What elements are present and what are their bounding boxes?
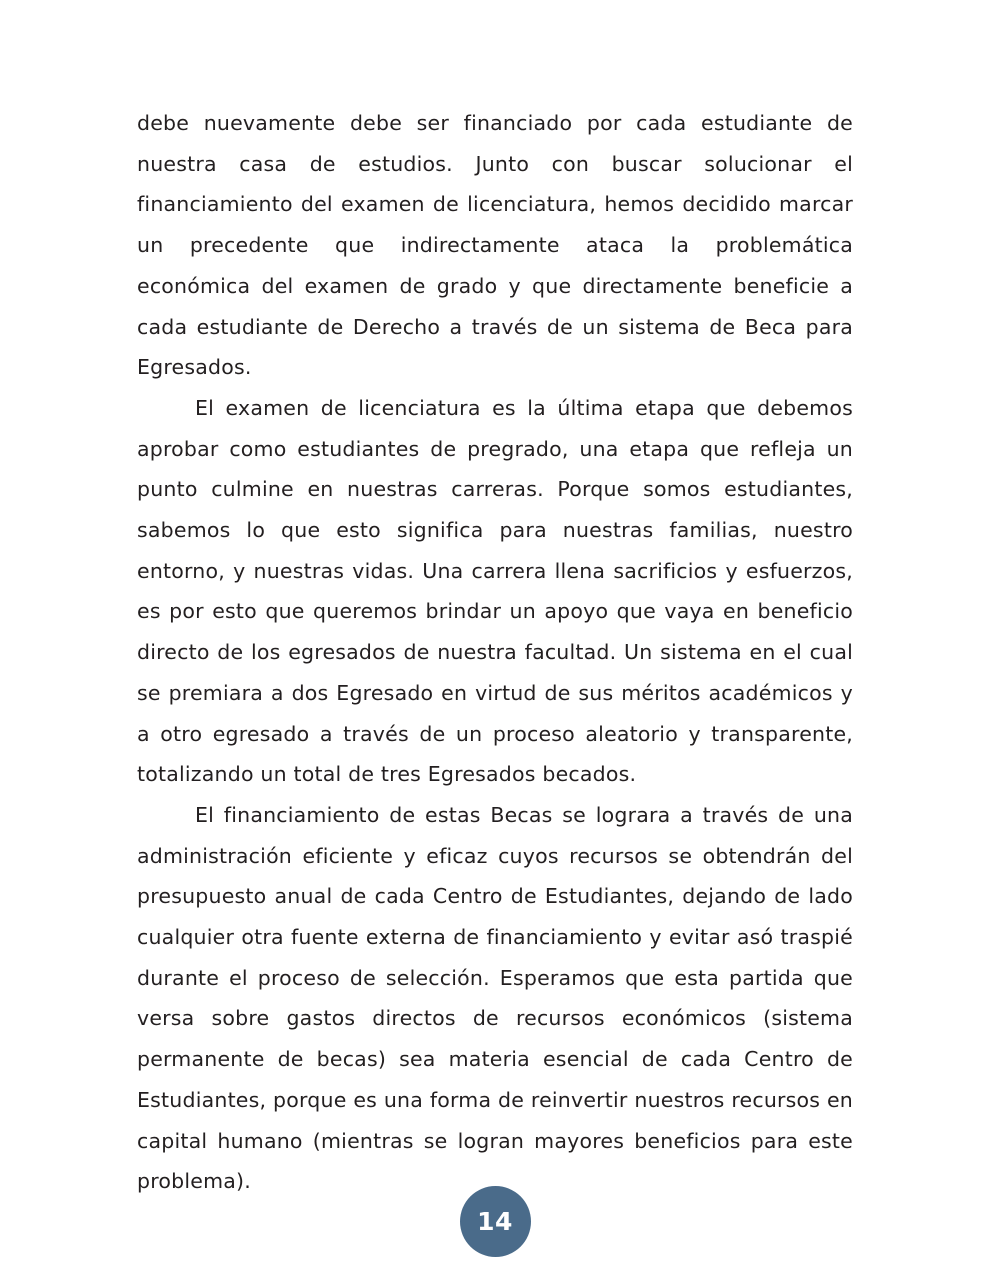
paragraph-3: El financiamiento de estas Becas se lograra a través de una administración eficiente y eficaz cuyos recursos se obtendrán del presupuesto anual de cada Centro de Estudiantes, dejando de lado cualquier otra fuente externa de financiamiento y evitar asó traspié durante el proceso de selección. Esperamos que esta partida que versa sobre gastos directos de recursos económicos (sistema permanente de becas) sea materia esencial de cada Centro de Estudiantes, porque es una forma de reinvertir nuestros recursos en capital humano (mientras se logran mayores beneficios para este problema). [137, 802, 853, 1194]
paragraph-2: El examen de licenciatura es la última etapa que debemos aprobar como estudiantes de pregrado, una etapa que refleja un punto culmine en nuestras carreras. Porque somos estudiantes, sabemos lo que esto significa para nuestras familias, nuestro entorno, y nuestras vidas. Una carrera llena sacrificios y esfuerzos, es por esto que queremos brindar un apoyo que vaya en beneficio directo de los egresados de nuestra facultad. Un sistema en el cual se premiara a dos Egresado en virtud de sus méritos académicos y a otro egresado a través de un proceso aleatorio y transparente, totalizando un total de tres Egresados becados. [137, 395, 853, 787]
page-number-badge: 14 [460, 1186, 531, 1257]
page-body-text [137, 103, 853, 1202]
paragraph-1: debe nuevamente debe ser financiado por cada estudiante de nuestra casa de estudios. Junto con buscar solucionar el financiamiento del examen de licenciatura, hemos decidido marcar un precedente que indirectamente ataca la problemática económica del examen de grado y que directamente beneficie a cada estudiante de Derecho a través de un sistema de Beca para Egresados. [137, 111, 853, 380]
page-number-container [0, 1186, 990, 1257]
